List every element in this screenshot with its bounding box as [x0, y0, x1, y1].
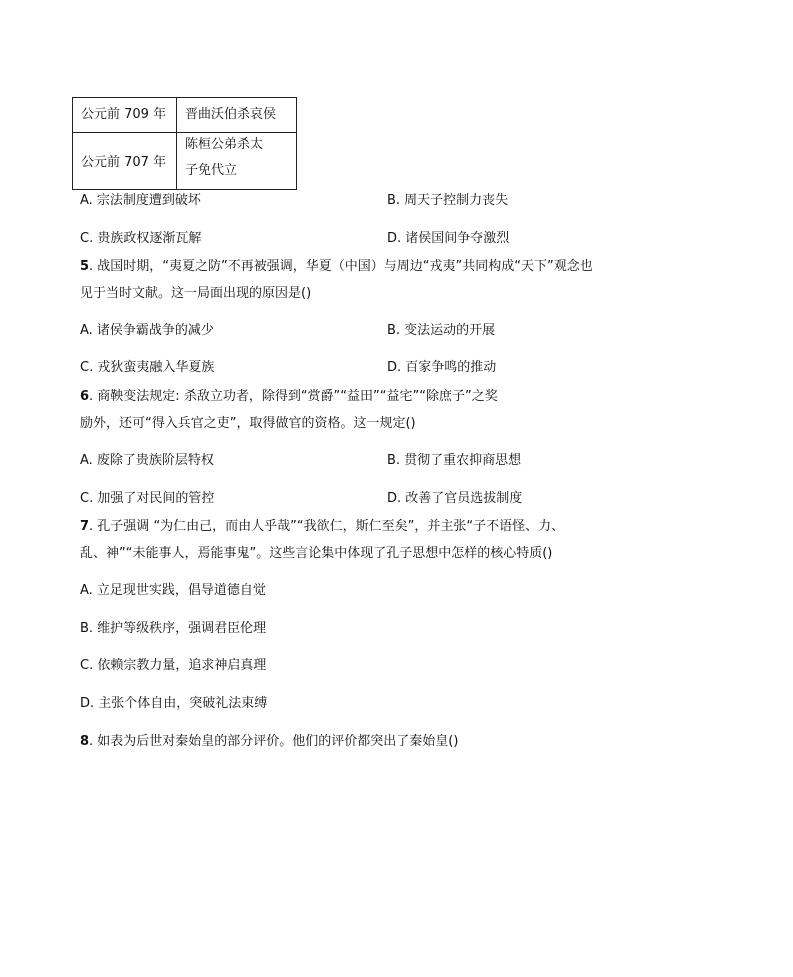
- q4-option-b: B. 周天子控制力丧失: [387, 193, 509, 208]
- q7-option-c: C. 依赖宗教力量，追求神启真理: [80, 658, 267, 673]
- table-cell-year: 公元前 709 年: [81, 107, 167, 122]
- q6-stem-line2: 励外，还可“得入兵官之吏”，取得做官的资格。这一规定(): [80, 416, 416, 431]
- q4-option-d: D. 诸侯国间争夺激烈: [387, 231, 510, 246]
- q5-option-c: C. 戎狄蛮夷融入华夏族: [80, 360, 215, 375]
- table-row-divider: [73, 132, 296, 133]
- q6-option-a: A. 废除了贵族阶层特权: [80, 453, 214, 468]
- q5-stem-line2: 见于当时文献。这一局面出现的原因是(): [80, 286, 312, 301]
- q4-option-c: C. 贵族政权逐渐瓦解: [80, 231, 202, 246]
- q5-option-d: D. 百家争鸣的推动: [387, 360, 497, 375]
- q6-stem-text: . 商鞅变法规定: 杀敌立功者，除得到“赏爵”“益田”“益宅”“除庶子”之奖: [89, 389, 498, 404]
- q7-stem-text: . 孔子强调 “为仁由己，而由人乎哉”“我欲仁，斯仁至矣”，并主张“子不语怪、力、: [89, 519, 565, 534]
- q6-option-b: B. 贯彻了重农抑商思想: [387, 453, 522, 468]
- table-cell-event: 晋曲沃伯杀哀侯: [185, 107, 277, 122]
- q6-option-c: C. 加强了对民间的管控: [80, 491, 215, 506]
- q5-option-a: A. 诸侯争霸战争的减少: [80, 323, 214, 338]
- q8-stem-text: . 如表为后世对秦始皇的部分评价。他们的评价都突出了秦始皇(): [89, 734, 459, 749]
- q6-stem-line1: [80, 388, 498, 406]
- q6-number: 6: [80, 389, 90, 404]
- q7-option-b: B. 维护等级秩序，强调君臣伦理: [80, 621, 267, 636]
- q5-option-b: B. 变法运动的开展: [387, 323, 496, 338]
- q7-option-d: D. 主张个体自由，突破礼法束缚: [80, 696, 268, 711]
- table-cell-event: 陈桓公弟杀太: [185, 137, 264, 152]
- q5-number: 5: [80, 259, 90, 274]
- q7-stem-line1: [80, 518, 564, 536]
- q7-number: 7: [80, 519, 90, 534]
- q6-option-d: D. 改善了官员选拔制度: [387, 491, 523, 506]
- q7-stem-line2: 乱、神”“未能事人，焉能事鬼”。这些言论集中体现了孔子思想中怎样的核心特质(): [80, 546, 553, 561]
- table-column-divider: [176, 98, 177, 189]
- table-cell-year: 公元前 707 年: [81, 155, 167, 170]
- q5-stem-text: . 战国时期，“夷夏之防”不再被强调，华夏（中国）与周边“戎夷”共同构成“天下”观念也: [89, 259, 593, 274]
- q7-option-a: A. 立足现世实践，倡导道德自觉: [80, 583, 266, 598]
- q8-number: 8: [80, 734, 90, 749]
- events-table: [72, 97, 297, 190]
- table-cell-event: 子免代立: [185, 163, 238, 178]
- q5-stem-line1: [80, 258, 593, 276]
- q4-option-a: A. 宗法制度遭到破坏: [80, 193, 201, 208]
- q8-stem-line1: [80, 733, 458, 751]
